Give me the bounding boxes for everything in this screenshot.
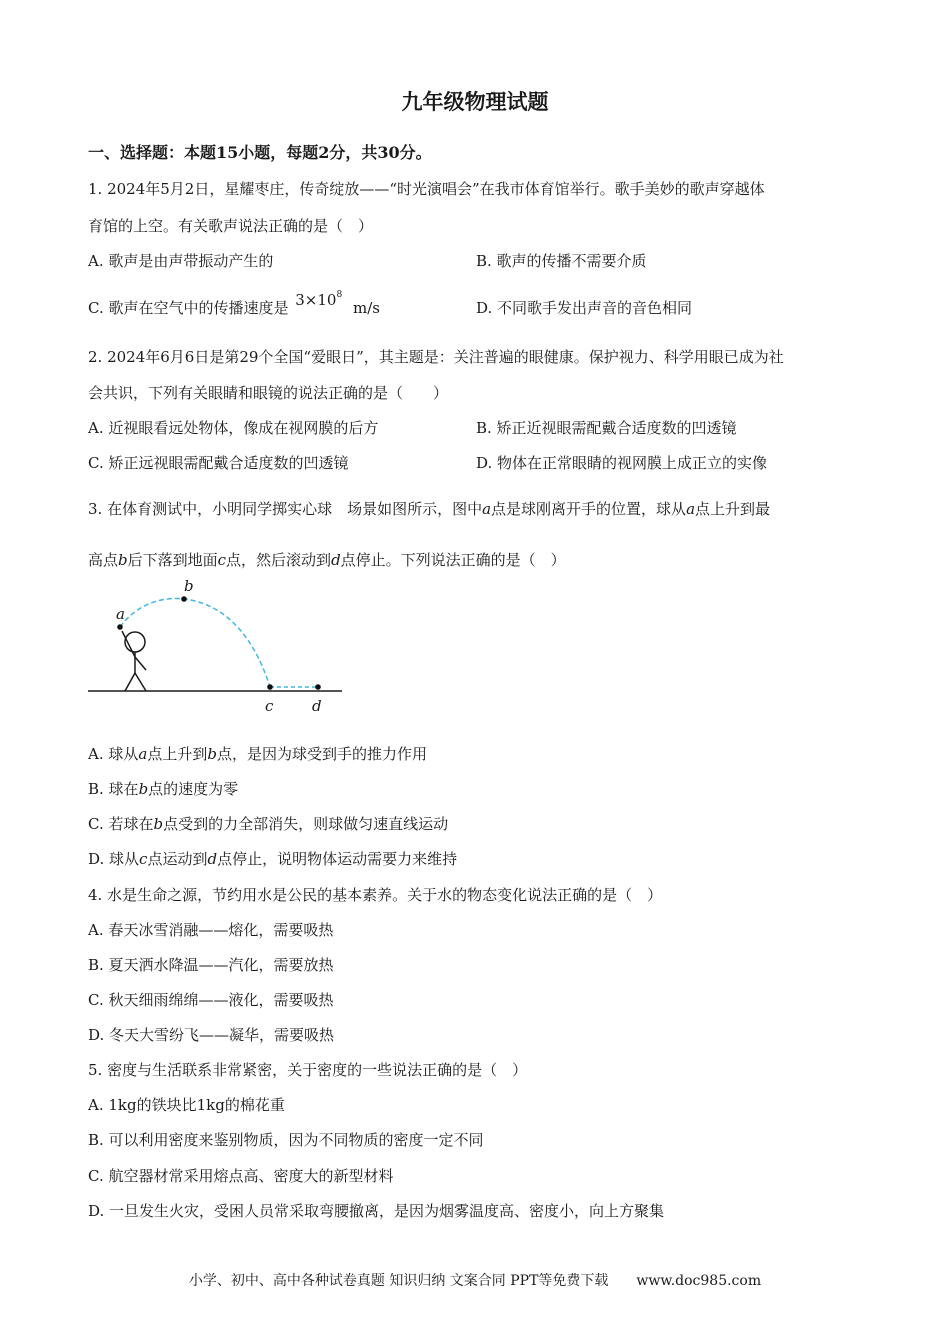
point-d [315, 684, 321, 690]
section-heading: 一、选择题：本题15小题，每题2分，共30分。 [88, 143, 432, 162]
stick-figure [122, 631, 146, 691]
q3-stem-line1: 3. 在体育测试中，小明同学掷实心球 场景如图所示，图中a点是球刚离开手的位置，球从a点上升到最 [88, 500, 771, 518]
q3-option-d: D. 球从c点运动到d点停止，说明物体运动需要力来维持 [88, 850, 458, 868]
q3-stem-line2: 高点b后下落到地面c点，然后滚动到d点停止。下列说法正确的是（ ） [88, 551, 566, 569]
page-footer: 小学、初中、高中各种试卷真题 知识归纳 文案合同 PPT等免费下载 www.doc985.com [188, 1273, 762, 1289]
speed-exponent: 8 [336, 290, 343, 300]
q3-option-a: A. 球从a点上升到b点，是因为球受到手的推力作用 [88, 745, 427, 763]
q5-option-b: B. 可以利用密度来鉴别物质，因为不同物质的密度一定不同 [88, 1131, 484, 1149]
q5-option-c: C. 航空器材常采用熔点高、密度大的新型材料 [88, 1167, 394, 1185]
label-b: b [184, 577, 194, 595]
page-title: 九年级物理试题 [401, 89, 549, 114]
shot-put-figure [80, 575, 360, 720]
q1-option-c-text: C. 歌声在空气中的传播速度是 [88, 299, 289, 317]
q4-stem: 4. 水是生命之源，节约用水是公民的基本素养。关于水的物态变化说法正确的是（ ） [88, 886, 663, 904]
q1-option-b: B. 歌声的传播不需要介质 [476, 252, 647, 270]
q1-stem-line2: 育馆的上空。有关歌声说法正确的是（ ） [88, 217, 374, 235]
q5-option-d: D. 一旦发生火灾，受困人员常采取弯腰撤离，是因为烟雾温度高、密度小，向上方聚集 [88, 1202, 665, 1220]
speed-unit: m/s [352, 299, 380, 317]
point-b [181, 596, 187, 602]
q4-option-a: A. 春天冰雪消融——熔化，需要吸热 [88, 921, 334, 939]
speed-formula [295, 291, 342, 309]
q1-option-a: A. 歌声是由声带振动产生的 [88, 252, 274, 270]
q1-option-d: D. 不同歌手发出声音的音色相同 [476, 299, 693, 317]
q5-option-a: A. 1kg的铁块比1kg的棉花重 [88, 1096, 285, 1114]
q2-option-a: A. 近视眼看远处物体，像成在视网膜的后方 [88, 419, 379, 437]
q1-stem-line1: 1. 2024年5月2日，星耀枣庄，传奇绽放——“时光演唱会”在我市体育馆举行。歌手美妙的歌声穿越体 [88, 180, 765, 198]
label-a: a [116, 605, 125, 623]
label-c: c [265, 697, 274, 715]
q4-option-c: C. 秋天细雨绵绵——液化，需要吸热 [88, 991, 334, 1009]
trajectory-curve [120, 599, 270, 687]
q4-option-d: D. 冬天大雪纷飞——凝华，需要吸热 [88, 1026, 335, 1044]
point-a [117, 624, 123, 630]
q3-option-c: C. 若球在b点受到的力全部消失，则球做匀速直线运动 [88, 815, 449, 833]
q2-option-b: B. 矫正近视眼需配戴合适度数的凹透镜 [476, 419, 737, 437]
q3-option-b: B. 球在b点的速度为零 [88, 780, 239, 798]
point-c [267, 684, 273, 690]
speed-base: 3×10 [295, 291, 337, 309]
q4-option-b: B. 夏天洒水降温——汽化，需要放热 [88, 956, 334, 974]
q5-stem: 5. 密度与生活联系非常紧密，关于密度的一些说法正确的是（ ） [88, 1061, 528, 1079]
q2-stem-line1: 2. 2024年6月6日是第29个全国“爱眼日”，其主题是：关注普遍的眼健康。保护视力、科学用眼已成为社 [88, 348, 784, 366]
q1-option-c [88, 290, 380, 318]
label-d: d [312, 697, 322, 715]
q2-option-c: C. 矫正远视眼需配戴合适度数的凹透镜 [88, 454, 349, 472]
q2-option-d: D. 物体在正常眼睛的视网膜上成正立的实像 [476, 454, 768, 472]
q2-stem-line2: 会共识，下列有关眼睛和眼镜的说法正确的是（ ） [88, 384, 449, 402]
